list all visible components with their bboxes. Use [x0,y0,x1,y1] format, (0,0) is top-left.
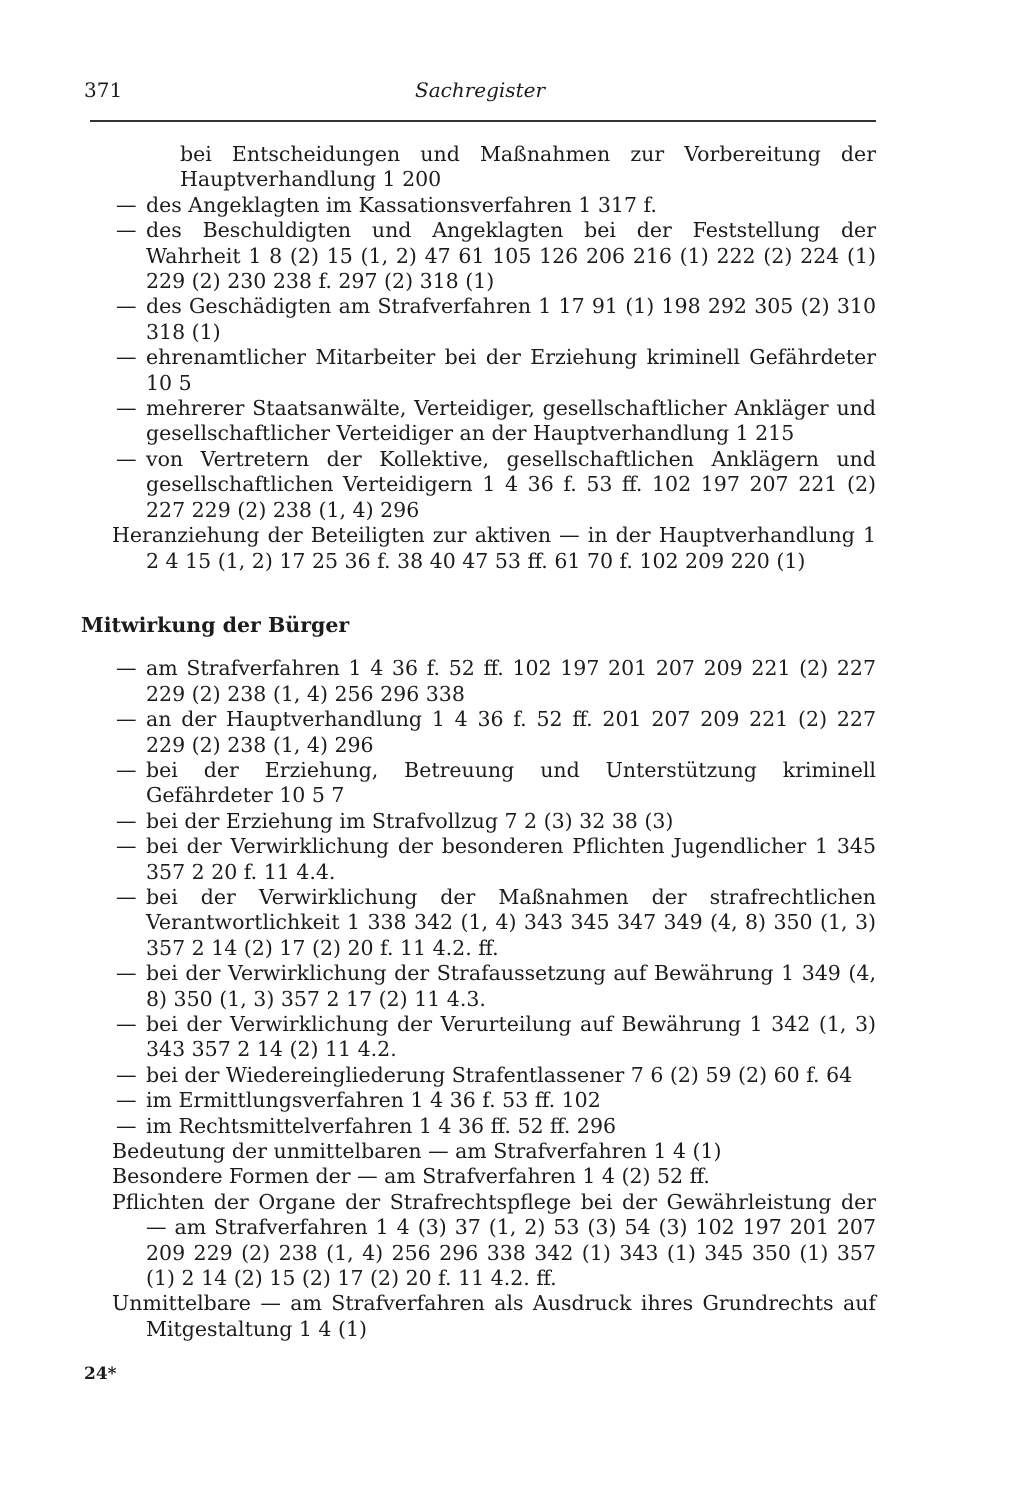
dash-marker: — [116,294,137,319]
index-entry [112,961,876,1012]
index-entry [112,707,876,758]
index-entry: Besondere Formen der — am Strafverfahren 1 4 (2) 52 ff. [112,1164,710,1189]
dash-marker: — [116,884,137,909]
index-entry-text: mehrerer Staatsanwälte, Verteidiger, gesellschaftlicher Ankläger und gesellschaftlicher Verteidiger an der Hauptverhandlung 1 215 [146,396,876,446]
index-entry [112,1063,876,1088]
index-entry [112,447,876,523]
index-entry [112,834,876,885]
index-entry [112,345,876,396]
dash-marker: — [116,808,137,833]
index-entry [112,656,876,707]
index-entry-text: von Vertretern der Kollektive, gesellschaftlichen Anklägern und gesellschaftlichen Verteidigern 1 4 36 f. 53 ff. 102 197 207 221 (2) 227 229 (2) 238 (1, 4) 296 [146,446,876,522]
index-entry-text: ehrenamtlicher Mitarbeiter bei der Erziehung kriminell Gefährdeter 10 5 [146,345,876,395]
index-entry: Heranziehung der Beteiligten zur aktiven — in der Hauptverhandlung 1 2 4 15 (1, 2) 17 25 36 f. 38 40 47 53 ff. 61 70 f. 102 209 220 (1) [112,523,876,573]
dash-marker: — [116,834,137,859]
dash-marker: — [116,757,137,782]
index-entry-text: des Angeklagten im Kassationsverfahren 1 317 f. [146,192,657,217]
index-entry-text: des Geschädigten am Strafverfahren 1 17 91 (1) 198 292 305 (2) 310 318 (1) [146,294,876,344]
dash-marker: — [116,961,137,986]
signature-mark: 24* [84,1364,117,1384]
index-entry-text: bei der Verwirklichung der Verurteilung auf Bewährung 1 342 (1, 3) 343 357 2 14 (2) 11 4.2. [146,1012,876,1062]
index-entry [112,1114,876,1139]
index-entry [112,396,876,447]
index-entry-text: bei der Erziehung im Strafvollzug 7 2 (3) 32 38 (3) [146,808,674,833]
dash-marker: — [116,707,137,732]
index-entry [112,1012,876,1063]
index-entry [112,218,876,294]
index-section-continued [112,142,876,574]
dash-marker: — [116,1088,137,1113]
dash-marker: — [116,1113,137,1138]
index-heading: Mitwirkung der Bürger [81,612,350,637]
index-entry-text: im Rechtsmittelverfahren 1 4 36 ff. 52 ff. 296 [146,1113,617,1138]
index-entry-text: im Ermittlungsverfahren 1 4 36 f. 53 ff. 102 [146,1088,601,1113]
dash-marker: — [116,1062,137,1087]
index-entry: Pflichten der Organe der Strafrechtspflege bei der Gewährleistung der — am Strafverfahren 1 4 (3) 37 (1, 2) 53 (3) 54 (3) 102 197 201 207 209 229 (2) 238 (1, 4) 256 296 338 342 (1) 343 (1) 345 350 (1) 357 (1) 2 14 (2) 15 (2) 17 (2) 20 f. 11 4.2. ff. [112,1189,876,1291]
index-entry-text: bei der Verwirklichung der Maßnahmen der strafrechtlichen Verantwortlichkeit 1 338 342 (1, 4) 343 345 347 349 (4, 8) 350 (1, 3) 357 2 14 (2) 17 (2) 20 f. 11 4.2. ff. [146,884,876,960]
index-entry [112,1088,876,1113]
index-entry-text: an der Hauptverhandlung 1 4 36 f. 52 ff. 201 207 209 221 (2) 227 229 (2) 238 (1, 4) 296 [146,707,876,757]
index-entry-text: bei der Verwirklichung der Strafaussetzung auf Bewährung 1 349 (4, 8) 350 (1, 3) 357 2 17 (2) 11 4.3. [146,961,876,1011]
index-entry [112,885,876,961]
index-entry-text: des Beschuldigten und Angeklagten bei der Feststellung der Wahrheit 1 8 (2) 15 (1, 2) 47 61 105 126 206 216 (1) 222 (2) 224 (1) 229 (2) 230 238 f. 297 (2) 318 (1) [146,218,876,294]
index-entry-text: bei der Erziehung, Betreuung und Unterstützung kriminell Gefährdeter 10 5 7 [146,757,876,808]
index-entry: Unmittelbare — am Strafverfahren als Ausdruck ihres Grundrechts auf Mitgestaltung 1 4 (1) [112,1291,876,1341]
index-entry [112,809,876,834]
page-number: 371 [84,78,123,102]
dash-marker: — [116,1012,137,1036]
header-rule [90,120,876,122]
dash-marker: — [116,446,137,471]
index-entry-text: bei der Wiedereingliederung Strafentlassener 7 6 (2) 59 (2) 60 f. 64 [146,1062,853,1087]
dash-marker: — [116,192,137,217]
dash-marker: — [116,396,137,421]
dash-marker: — [116,218,137,243]
index-entry: bei Entscheidungen und Maßnahmen zur Vorbereitung der Hauptverhandlung 1 200 [180,142,876,192]
running-head: Sachregister [415,78,545,102]
index-entry [112,294,876,345]
index-entry-text: am Strafverfahren 1 4 36 f. 52 ff. 102 197 201 207 209 221 (2) 227 229 (2) 238 (1, 4) 256 296 338 [146,656,876,706]
index-entry [112,758,876,809]
index-entry [112,193,876,218]
page-header [84,78,876,108]
index-entry: Bedeutung der unmittelbaren — am Strafverfahren 1 4 (1) [112,1139,722,1164]
index-section-mitwirkung [112,656,876,1342]
dash-marker: — [116,656,137,681]
index-body [81,142,876,1342]
dash-marker: — [116,345,137,370]
index-entry-text: bei der Verwirklichung der besonderen Pflichten Jugendlicher 1 345 357 2 20 f. 11 4.4. [146,834,876,884]
